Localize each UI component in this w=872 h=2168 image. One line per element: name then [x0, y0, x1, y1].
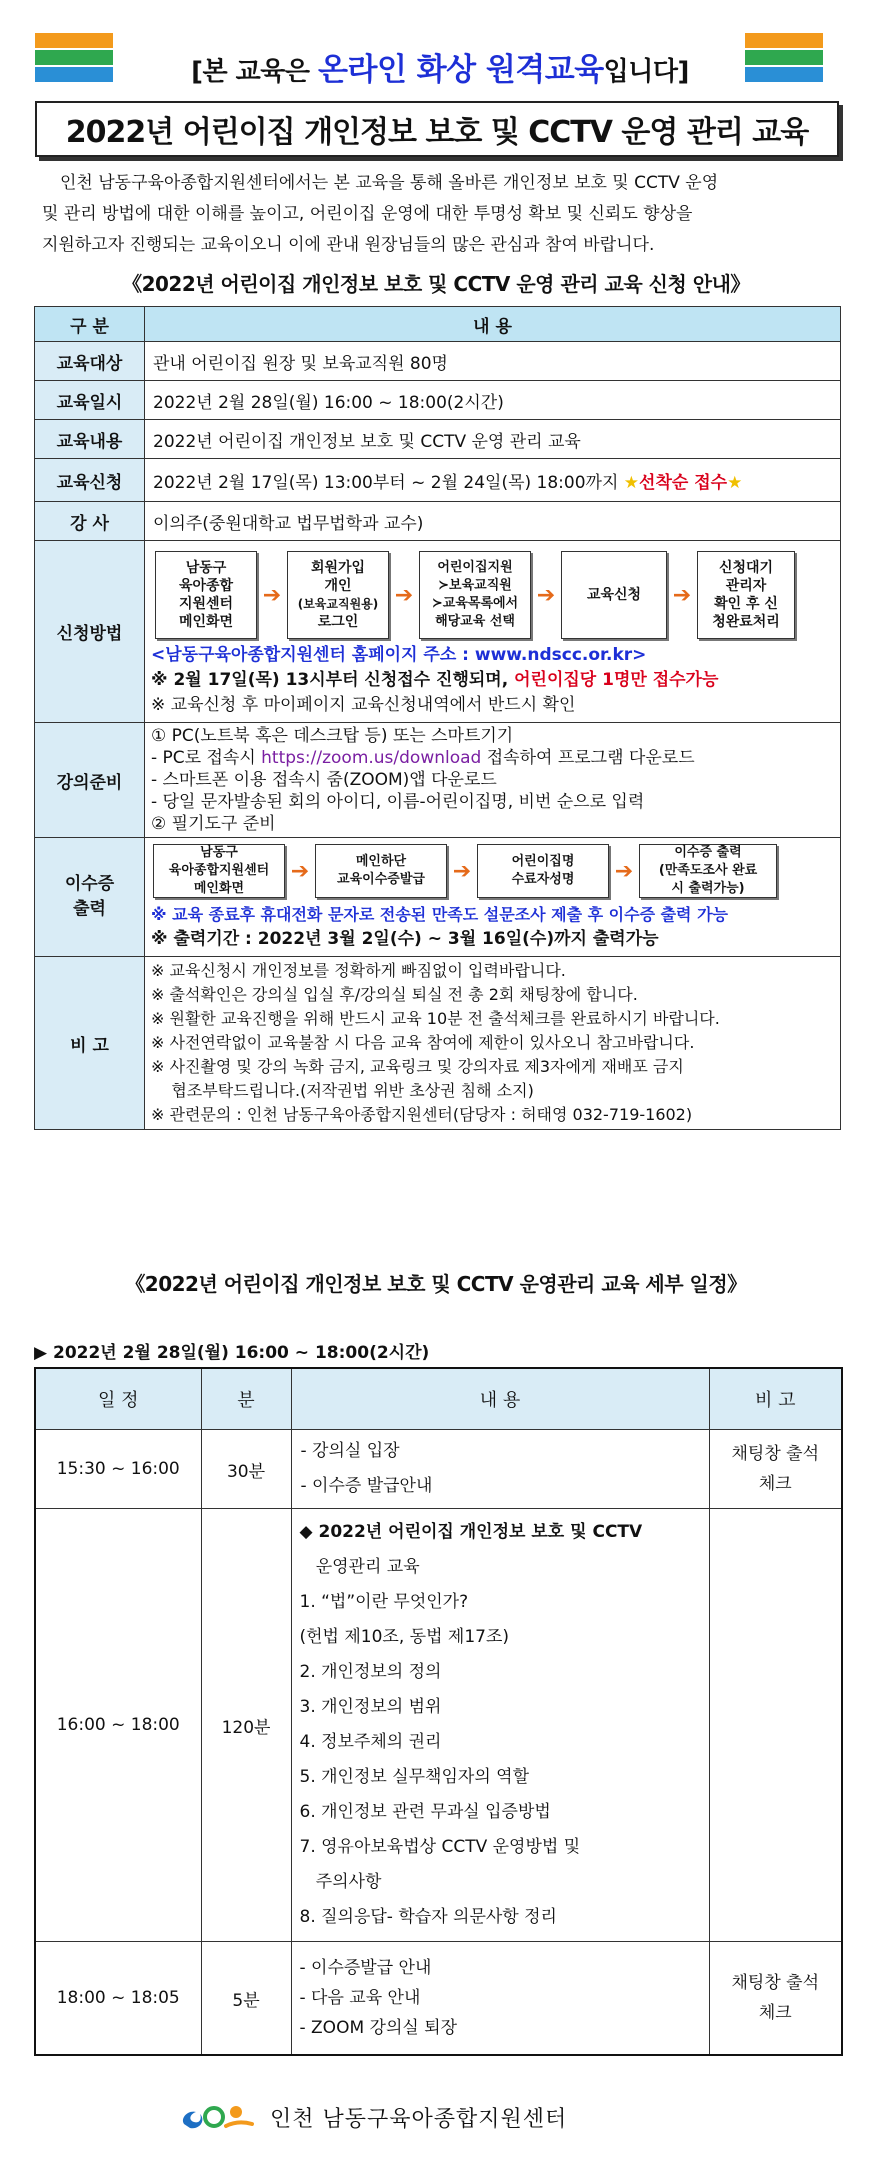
banner-stripe-left-green: [35, 50, 113, 65]
arrow-right-icon: ➔: [394, 582, 414, 608]
arrow-right-icon: ➔: [262, 582, 282, 608]
schedule-date: ▶ 2022년 2월 28일(월) 16:00 ~ 18:00(2시간): [34, 1343, 430, 1363]
flow-step: 남동구 육아종합지원센터 메인화면: [153, 844, 285, 898]
flow-step: 메인하단 교육이수증발급: [315, 844, 447, 898]
center-logo-icon: [178, 2100, 258, 2134]
star-icon: ★: [727, 472, 743, 493]
banner-stripe-left-blue: [35, 67, 113, 82]
table-row: 18:00 ~ 18:05 5분 - 이수증발급 안내 - 다음 교육 안내 - ZOOM 강의실 퇴장 채팅창 출석 체크: [35, 1942, 842, 2056]
flow-step: 이수증 출력 (만족도조사 완료 시 출력가능): [639, 844, 777, 898]
table-row: 15:30 ~ 16:00 30분 - 강의실 입장 - 이수증 발급안내 채팅창 출석 체크: [35, 1430, 842, 1509]
table-header-row: [35, 307, 841, 342]
banner-stripe-right-orange: [745, 33, 823, 48]
flow-step: 남동구 육아종합 지원센터 메인화면: [155, 551, 257, 639]
star-icon: ★: [623, 472, 640, 493]
header-category: 구 분: [35, 307, 145, 342]
first-come-badge: 선착순 접수: [639, 472, 728, 493]
row-date: 교육일시 2022년 2월 28일(월) 16:00 ~ 18:00(2시간): [35, 381, 841, 420]
row-cert: 이수증 출력 남동구 육아종합지원센터 메인화면 ➔ 메인하단 교육이수증발급 ➔ 어린이집명 수료자성명 ➔ 이수증 출력 (만족도조사 완료 시 출력가능) ※ 교육 종료후 휴대전화 문자로 전송된 만족도 설문조사 제출 후 이수증 출력 가능 ※ 출력기간 : 2022년 3월 2일(수) ~ 3월 16일(수)까지 출력가능: [35, 838, 841, 957]
intro-paragraph: 인천 남동구육아종합지원센터에서는 본 교육을 통해 올바른 개인정보 보호 및 CCTV 운영 및 관리 방법에 대한 이해를 높이고, 어린이집 운영에 대한 투명성 확보 및 신뢰도 향상을 지원하고자 진행되는 교육이오니 이에 관내 원장님들의 많은 관심과 참여 바랍니다.: [42, 173, 719, 255]
flow-step: 신청대기 관리자 확인 후 신 청완료처리: [697, 551, 795, 639]
banner-stripe-right-green: [745, 50, 823, 65]
apply-flow: [151, 545, 834, 643]
footer-org-name: 인천 남동구육아종합지원센터: [270, 2106, 568, 2132]
banner-highlight: 온라인 화상 원격교육: [318, 52, 604, 88]
row-apply: 교육신청 2022년 2월 17일(목) 13:00부터 ~ 2월 24일(목) 18:00까지 ★선착순 접수★: [35, 459, 841, 502]
arrow-right-icon: ➔: [672, 582, 692, 608]
banner-stripe-left-orange: [35, 33, 113, 48]
apply-section-title: 《2022년 어린이집 개인정보 보호 및 CCTV 운영 관리 교육 신청 안내》: [122, 272, 750, 296]
header-content: 내 용: [145, 307, 841, 342]
zoom-download-link[interactable]: https://zoom.us/download: [261, 748, 482, 768]
flow-step: 회원가입 개인 (보육교직원용) 로그인: [287, 551, 389, 639]
schedule-section-title: 《2022년 어린이집 개인정보 보호 및 CCTV 운영관리 교육 세부 일정》: [125, 1272, 747, 1296]
flow-step: 교육신청: [561, 551, 667, 639]
table-header-row: 일 정 분 내 용 비 고: [35, 1368, 842, 1430]
banner-notice: [본 교육은 온라인 화상 원격교육입니다]: [191, 52, 689, 88]
flow-step: 어린이집지원 ≻보육교직원 ≻교육목록에서 해당교육 선택: [419, 551, 531, 639]
banner-stripe-right-blue: [745, 67, 823, 82]
cert-flow: [151, 842, 834, 902]
table-row: 16:00 ~ 18:00 120분 ◆ 2022년 어린이집 개인정보 보호 및 CCTV 운영관리 교육 1. “법”이란 무엇인가? (헌법 제10조, 동법 제17조) 2. 개인정보의 정의 3. 개인정보의 범위 4. 정보주체의 권리 5. 개인정보 실무책임자의 역할 6. 개인정보 관련 무과실 입증방법 7. 영유아보육법상 CCTV 운영방법 및 주의사항 8. 질의응답- 학습자 의문사항 정리: [35, 1509, 842, 1942]
arrow-right-icon: ➔: [290, 858, 310, 884]
apply-info-table: [34, 306, 841, 1130]
arrow-right-icon: ➔: [452, 858, 472, 884]
row-lecturer: 강 사 이의주(중원대학교 법무법학과 교수): [35, 502, 841, 541]
row-content: 교육내용 2022년 어린이집 개인정보 보호 및 CCTV 운영 관리 교육: [35, 420, 841, 459]
row-target: 교육대상 관내 어린이집 원장 및 보육교직원 80명: [35, 342, 841, 381]
flow-step: 어린이집명 수료자성명: [477, 844, 609, 898]
schedule-table: [34, 1367, 843, 2056]
row-prep: 강의준비 ① PC(노트북 혹은 데스크탑 등) 또는 스마트기기 - PC로 접속시 https://zoom.us/download 접속하여 프로그램 다운로드 - 스마트폰 이용 접속시 줌(ZOOM)앱 다운로드 - 당일 문자발송된 회의 아이디, 이름-어린이집명, 비번 순으로 입력 ② 필기도구 준비: [35, 723, 841, 838]
arrow-right-icon: ➔: [614, 858, 634, 884]
page-title: 2022년 어린이집 개인정보 보호 및 CCTV 운영 관리 교육: [35, 101, 839, 157]
arrow-right-icon: ➔: [536, 582, 556, 608]
homepage-link[interactable]: <남동구육아종합지원센터 홈페이지 주소 : www.ndscc.or.kr>: [151, 645, 647, 665]
row-method: 신청방법 남동구 육아종합 지원센터 메인화면 ➔ 회원가입 개인 (보육교직원용) 로그인 ➔ 어린이집지원 ≻보육교직원 ≻교육목록에서 해당교육 선택 ➔ 교육신청 ➔ 신청대기 관리자 확인 후 신 청완료처리 <남동구육아종합지원센터 홈페이지 주소 : www.ndscc.or.kr> ※ 2월 17일(목) 13시부터 신청접수 진행되며, 어린이집당 1명만 접수가능 ※ 교육신청 후 마이페이지 교육신청내역에서 반드시 확인: [35, 541, 841, 723]
footer-logo: [178, 2100, 567, 2134]
row-remarks: 비 고 ※ 교육신청시 개인정보를 정확하게 빠짐없이 입력바랍니다. ※ 출석확인은 강의실 입실 후/강의실 퇴실 전 총 2회 채팅창에 합니다. ※ 원활한 교육진행을 위해 반드시 교육 10분 전 출석체크를 완료하시기 바랍니다. ※ 사전연락없이 교육불참 시 다음 교육 참여에 제한이 있사오니 참고바랍니다. ※ 사진촬영 및 강의 녹화 금지, 교육링크 및 강의자료 제3자에게 재배포 금지 협조부탁드립니다.(저작권법 위반 초상권 침해 소지) ※ 관련문의 : 인천 남동구육아종합지원센터(담당자 : 허태영 032-719-1602): [35, 957, 841, 1130]
